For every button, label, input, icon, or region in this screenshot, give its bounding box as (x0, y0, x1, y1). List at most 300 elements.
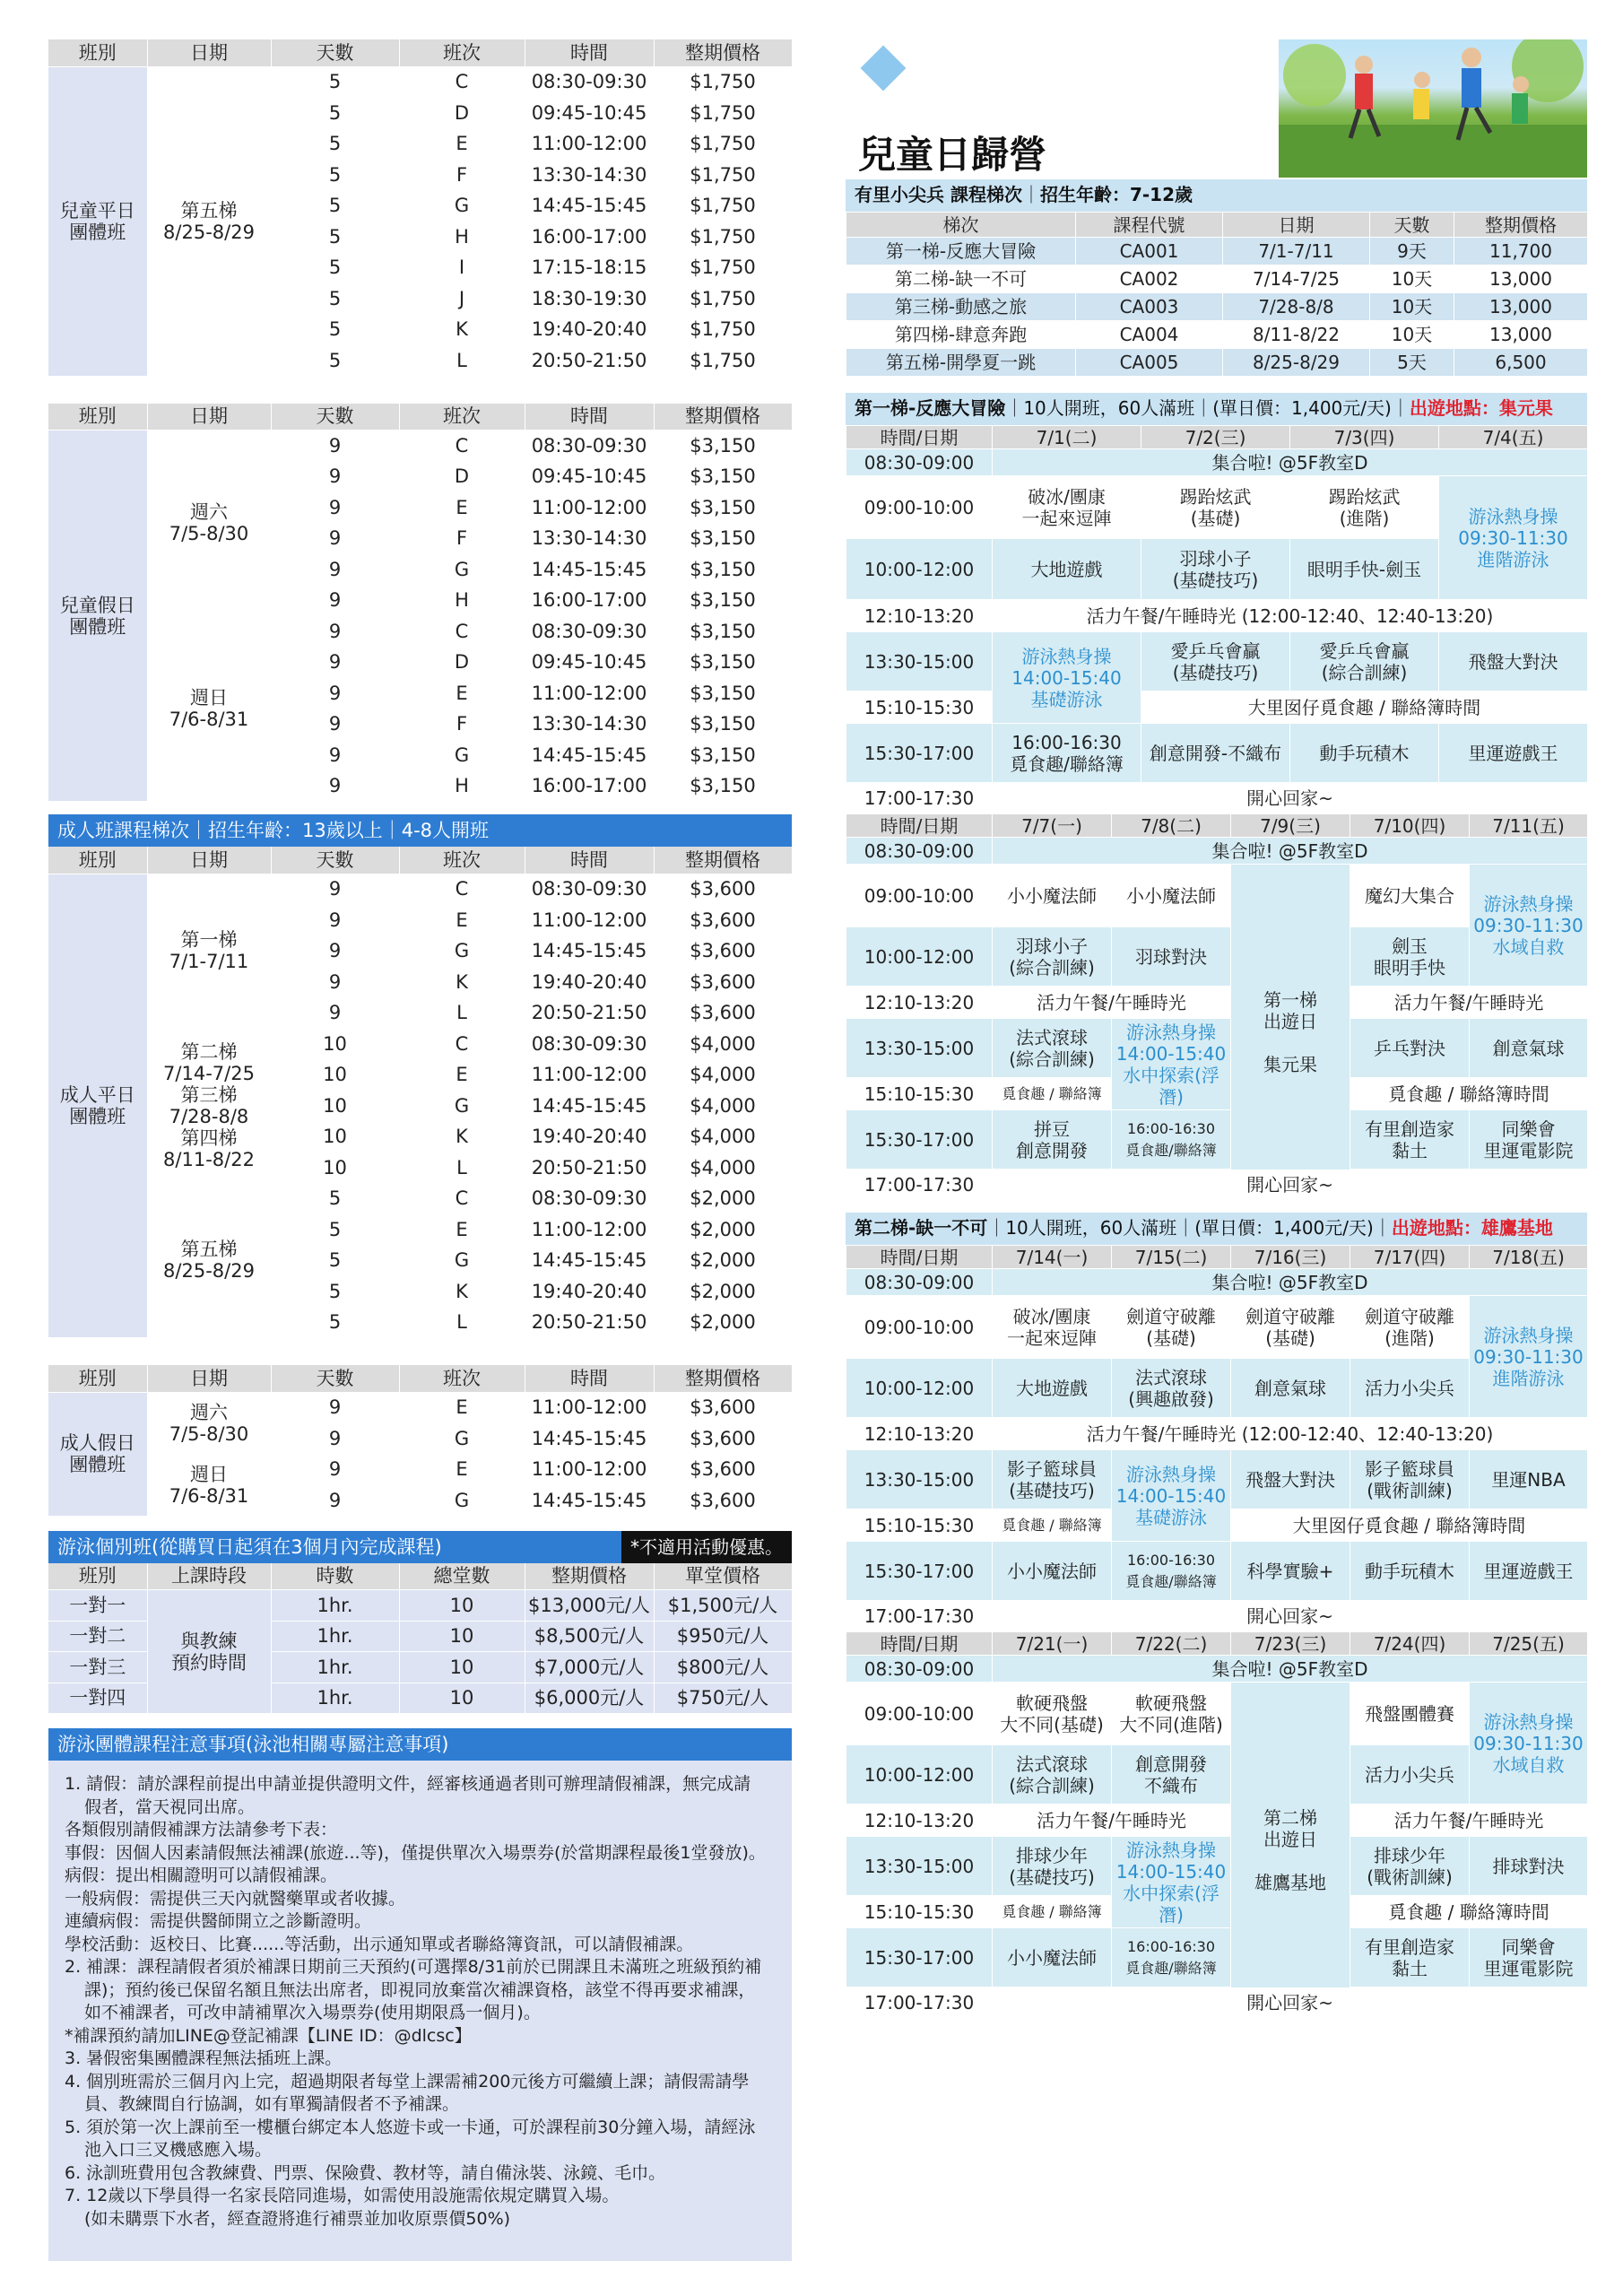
table-cell: $3,150 (654, 647, 792, 678)
activity-cell: 創意開發-不織布 (1141, 724, 1290, 783)
overview-title: 有里小尖兵 課程梯次 (855, 184, 1022, 205)
table-cell: 7/14-7/25 (1223, 265, 1370, 293)
table-cell: 14:45-15:45 (525, 1423, 654, 1455)
gather-cell: 集合啦! @5F教室D (993, 838, 1588, 865)
time-cell: 08:30-09:00 (846, 1269, 993, 1296)
table-cell: 5 (271, 66, 399, 98)
table-cell: 1hr. (271, 1683, 399, 1714)
table-cell: $1,750 (654, 190, 792, 222)
swim-cell: 游泳熱身操 14:00-15:40 水中探索(浮潛) (1112, 1019, 1231, 1110)
table-cell: 08:30-09:30 (525, 1029, 654, 1060)
table-cell: D (399, 647, 525, 678)
table-cell: $3,600 (654, 1423, 792, 1455)
diamond-icon (861, 46, 907, 91)
class-date-label: 第五梯 8/25-8/29 (147, 1183, 271, 1338)
table-cell: $4,000 (654, 1059, 792, 1091)
table-cell: CA003 (1076, 293, 1223, 321)
gather-cell: 集合啦! @5F教室D (993, 449, 1588, 476)
swim-private-title: 游泳個別班(從購買日起須在3個月內完成課程) (57, 1535, 442, 1558)
lunch-cell: 活力午餐/午睡時光 (12:00-12:40、12:40-13:20) (993, 1418, 1588, 1450)
schedule-week (846, 1245, 1588, 1631)
table-cell: 5 (271, 345, 399, 377)
activity-cell: 活力小尖兵 (1350, 1745, 1470, 1805)
column-header: 日期 (147, 39, 271, 66)
table-cell: CA005 (1076, 349, 1223, 377)
table-cell: F (399, 160, 525, 191)
time-cell: 15:10-15:30 (846, 1896, 993, 1928)
table-cell: $950元/人 (654, 1621, 792, 1652)
activity-cell: 有里創造家 黏土 (1350, 1928, 1470, 1987)
table-cell: $4,000 (654, 1091, 792, 1122)
column-header: 7/10(四) (1350, 814, 1470, 838)
table-cell: $1,750 (654, 283, 792, 315)
table-cell: E (399, 678, 525, 709)
time-cell: 15:30-17:00 (846, 724, 993, 783)
session-name: 第一梯-反應大冒險 (855, 397, 1006, 419)
table-cell: C (399, 616, 525, 648)
table-cell: 14:45-15:45 (525, 190, 654, 222)
lunch-cell: 活力午餐/午睡時光 (993, 987, 1231, 1019)
table-cell: 第一梯-反應大冒險 (846, 238, 1076, 265)
table-cell: $2,000 (654, 1183, 792, 1214)
lunch-cell: 活力午餐/午睡時光 (12:00-12:40、12:40-13:20) (993, 600, 1588, 632)
table-cell: $4,000 (654, 1121, 792, 1152)
table-cell: $1,500元/人 (654, 1590, 792, 1622)
swim-cell: 游泳熱身操 09:30-11:30 水域自救 (1470, 865, 1588, 987)
table-cell: 9 (271, 935, 399, 967)
column-header: 總堂數 (399, 1563, 525, 1590)
swim-cell: 游泳熱身操 14:00-15:40 水中探索(浮潛) (1112, 1837, 1231, 1928)
table-cell: $2,000 (654, 1214, 792, 1246)
activity-cell: 破冰/團康 一起來逗陣 (993, 1296, 1112, 1359)
table-cell: 13,000 (1454, 293, 1588, 321)
table-cell: G (399, 1245, 525, 1276)
table-row (48, 616, 792, 648)
time-cell: 15:30-17:00 (846, 1542, 993, 1601)
column-header: 日期 (1223, 213, 1370, 238)
class-group-label: 兒童平日 團體班 (48, 66, 147, 376)
column-header: 班次 (399, 1365, 525, 1392)
activity-cell: 大地遊戲 (993, 539, 1141, 600)
table-cell: $3,600 (654, 874, 792, 905)
table-cell: 5 (271, 1307, 399, 1338)
adult-section-title: 成人班課程梯次｜招生年齡：13歲以上｜4-8人開班 (57, 820, 490, 841)
table-cell: 08:30-09:30 (525, 1183, 654, 1214)
time-cell: 08:30-09:00 (846, 449, 993, 476)
table-cell: 第五梯-開學夏一跳 (846, 349, 1076, 377)
swim-cell: 游泳熱身操 09:30-11:30 進階游泳 (1470, 1296, 1588, 1418)
table-cell: $2,000 (654, 1307, 792, 1338)
table-cell: $3,150 (654, 492, 792, 524)
activity-cell: 科學實驗+ (1231, 1542, 1350, 1601)
table-cell: 8/11-8/22 (1223, 321, 1370, 349)
table-cell: 14:45-15:45 (525, 554, 654, 586)
table-cell: G (399, 1485, 525, 1517)
table-cell: K (399, 1276, 525, 1308)
class-date-label: 週日 7/6-8/31 (147, 616, 271, 802)
table-cell: 11:00-12:00 (525, 492, 654, 524)
table-cell: 10 (271, 1152, 399, 1184)
table-cell: CA002 (1076, 265, 1223, 293)
table-cell: 20:50-21:50 (525, 997, 654, 1029)
table-cell: G (399, 1091, 525, 1122)
class-date-label: 週日 7/6-8/31 (147, 1454, 271, 1516)
table-cell: 20:50-21:50 (525, 1307, 654, 1338)
table-cell: $3,600 (654, 935, 792, 967)
table-cell: 10 (271, 1121, 399, 1152)
notice-item: (如未購票下水者，經查證將進行補票並加收原票價50%) (84, 2208, 511, 2229)
snack-cell: 16:00-16:30 覓食趣/聯絡簿 (1112, 1928, 1231, 1987)
notice-item: 4. 個別班需於三個月內上完，超過期限者每堂上課需補200元後方可繼續上課；請假需請學 (65, 2071, 750, 2092)
table-cell: 第二梯-缺一不可 (846, 265, 1076, 293)
activity-cell: 動手玩積木 (1350, 1542, 1470, 1601)
table-cell: 9 (271, 585, 399, 616)
activity-cell: 里運NBA (1470, 1450, 1588, 1509)
time-cell: 15:30-17:00 (846, 1110, 993, 1170)
column-header: 時間/日期 (846, 426, 993, 449)
time-cell: 15:10-15:30 (846, 1509, 993, 1542)
table-cell: 5 (271, 190, 399, 222)
table-cell: 09:45-10:45 (525, 461, 654, 492)
table-cell: $6,000元/人 (525, 1683, 654, 1714)
notice-item: 5. 須於第一次上課前至一樓櫃台綁定本人悠遊卡或一卡通，可於課程前30分鐘入場，請經泳 (65, 2117, 756, 2137)
swim-cell: 游泳熱身操 14:00-15:40 基礎游泳 (993, 632, 1141, 724)
column-header: 7/11(五) (1470, 814, 1588, 838)
time-cell: 12:10-13:20 (846, 600, 993, 632)
trip-cell: 第一梯 出遊日 集元果 (1231, 865, 1350, 1200)
notice-item: 7. 12歲以下學員得一名家長陪同進場，如需使用設施需依規定購買入場。 (65, 2186, 620, 2205)
table-cell: 9 (271, 1454, 399, 1485)
table-cell: C (399, 874, 525, 905)
table-cell: 13:30-14:30 (525, 523, 654, 554)
table-cell: 9 (271, 770, 399, 802)
activity-cell: 飛盤團體賽 (1350, 1683, 1470, 1745)
home-cell: 開心回家~ (993, 783, 1588, 813)
column-header: 班別 (48, 1563, 147, 1590)
table-cell: 11:00-12:00 (525, 128, 654, 160)
column-header: 7/1(二) (993, 426, 1141, 449)
table-cell: 9 (271, 523, 399, 554)
column-header: 7/8(二) (1112, 814, 1231, 838)
snack-cell: 覓食趣 / 聯絡簿 (993, 1078, 1112, 1110)
column-header: 時間 (525, 39, 654, 66)
time-cell: 10:00-12:00 (846, 1745, 993, 1805)
session1-bar: 第一梯-反應大冒險｜10人開班，60人滿班｜(單日價：1,400元/天)｜出遊地點：集元果 (846, 393, 1587, 425)
class-date-label: 與教練 預約時間 (147, 1590, 271, 1714)
lunch-cell: 活力午餐/午睡時光 (993, 1805, 1231, 1837)
column-header: 7/3(四) (1290, 426, 1439, 449)
notice-item: 池入口三叉機感應入場。 (84, 2140, 273, 2160)
table-cell: 19:40-20:40 (525, 967, 654, 998)
time-cell: 13:30-15:00 (846, 1837, 993, 1896)
trip-location: 出遊地點：雄鷹基地 (1391, 1217, 1553, 1239)
table-cell: $4,000 (654, 1152, 792, 1184)
lunch-cell: 活力午餐/午睡時光 (1350, 1805, 1588, 1837)
activity-cell: 排球對決 (1470, 1837, 1588, 1896)
activity-cell: 劍玉 眼明手快 (1350, 927, 1470, 987)
table-cell: 9 (271, 905, 399, 936)
time-cell: 10:00-12:00 (846, 1359, 993, 1418)
table-cell: $7,000元/人 (525, 1652, 654, 1683)
table-cell: 1hr. (271, 1590, 399, 1622)
snack-cell: 大里囡仔覓食趣 / 聯絡簿時間 (1141, 691, 1588, 724)
column-header: 天數 (271, 1365, 399, 1392)
activity-cell: 創意氣球 (1231, 1359, 1350, 1418)
table-cell: $3,150 (654, 616, 792, 648)
column-header: 日期 (147, 404, 271, 430)
activity-cell: 大地遊戲 (993, 1359, 1112, 1418)
class-date-label: 週六 7/5-8/30 (147, 1392, 271, 1454)
column-header: 天數 (271, 847, 399, 874)
activity-cell: 創意氣球 (1470, 1019, 1588, 1078)
table-cell: $3,150 (654, 554, 792, 586)
column-header: 天數 (271, 39, 399, 66)
notice-item: 連續病假：需提供醫師開立之診斷證明。 (65, 1911, 372, 1931)
table-cell: 13,000 (1454, 265, 1588, 293)
table-cell: $3,600 (654, 1485, 792, 1517)
table-cell: E (399, 492, 525, 524)
table-cell: 10天 (1370, 293, 1454, 321)
column-header: 單堂價格 (654, 1563, 792, 1590)
activity-cell: 有里創造家 黏土 (1350, 1110, 1470, 1170)
table-cell: G (399, 190, 525, 222)
swim-private-bar (48, 1531, 792, 1563)
table-cell: 5 (271, 314, 399, 345)
table-cell: 9 (271, 1423, 399, 1455)
page-title: 兒童日歸營 (858, 133, 1047, 177)
table-cell: E (399, 1392, 525, 1423)
activity-cell: 眼明手快-劍玉 (1290, 539, 1439, 600)
table-row (48, 1454, 792, 1485)
swim-cell: 游泳熱身操 09:30-11:30 水域自救 (1470, 1683, 1588, 1805)
table-cell: C (399, 1183, 525, 1214)
table-row (48, 430, 792, 462)
activity-cell: 小小魔法師 (993, 1928, 1112, 1987)
column-header: 7/21(一) (993, 1632, 1112, 1656)
table-cell: 一對四 (48, 1683, 147, 1714)
notice-title: 游泳團體課程注意事項(泳池相關專屬注意事項) (57, 1734, 449, 1755)
table-cell: 5 (271, 252, 399, 283)
header-area (846, 39, 1587, 179)
table-row (48, 1392, 792, 1423)
table-cell: K (399, 967, 525, 998)
activity-cell: 里運遊戲王 (1470, 1542, 1588, 1601)
column-header: 時間/日期 (846, 814, 993, 838)
time-cell: 13:30-15:00 (846, 1450, 993, 1509)
column-header: 整期價格 (654, 1365, 792, 1392)
time-cell: 17:00-17:30 (846, 783, 993, 813)
table-cell: $750元/人 (654, 1683, 792, 1714)
activity-cell: 劍道守破離 (基礎) (1231, 1296, 1350, 1359)
notice-item: 員、教練間自行協調，如有單獨請假者不予補課。 (84, 2094, 460, 2114)
table-cell: 10天 (1370, 265, 1454, 293)
schedule-week (846, 1631, 1588, 2018)
activity-cell: 法式滾球 (興趣啟發) (1112, 1359, 1231, 1418)
time-cell: 10:00-12:00 (846, 539, 993, 600)
time-cell: 09:00-10:00 (846, 476, 993, 539)
snack-cell: 覓食趣 / 聯絡簿時間 (1350, 1896, 1588, 1928)
time-cell: 13:30-15:00 (846, 632, 993, 691)
table-cell: 19:40-20:40 (525, 314, 654, 345)
table-cell: D (399, 461, 525, 492)
table-cell: $2,000 (654, 1276, 792, 1308)
activity-cell: 同樂會 里運電影院 (1470, 1110, 1588, 1170)
activity-cell: 踢跆炫武 (基礎) (1141, 476, 1290, 539)
table-cell: 09:45-10:45 (525, 647, 654, 678)
table-cell: 10 (271, 1059, 399, 1091)
table-cell: F (399, 709, 525, 740)
table-cell: 14:45-15:45 (525, 1091, 654, 1122)
table-cell: G (399, 935, 525, 967)
column-header: 整期價格 (654, 847, 792, 874)
table-cell: L (399, 1152, 525, 1184)
table-cell: $4,000 (654, 1029, 792, 1060)
column-header: 日期 (147, 847, 271, 874)
adult-weekend-table (48, 1365, 793, 1517)
table-cell: $3,600 (654, 967, 792, 998)
notice-item: 1. 請假：請於課程前提出申請並提供證明文件，經審核通過者則可辦理請假補課，無完成請 (65, 1774, 751, 1794)
column-header: 時間/日期 (846, 1632, 993, 1656)
column-header: 7/14(一) (993, 1246, 1112, 1269)
header-row (48, 404, 792, 430)
table-cell: $1,750 (654, 66, 792, 98)
snack-cell: 覓食趣 / 聯絡簿 (993, 1509, 1112, 1542)
header-row (48, 847, 792, 874)
notice-item: 一般病假：需提供三天內就醫藥單或者收據。 (65, 1888, 406, 1909)
table-cell: E (399, 905, 525, 936)
table-cell: 14:45-15:45 (525, 1485, 654, 1517)
table-cell: 20:50-21:50 (525, 1152, 654, 1184)
activity-cell: 羽球對決 (1112, 927, 1231, 987)
table-row (48, 66, 792, 98)
column-header: 7/25(五) (1470, 1632, 1588, 1656)
column-header: 整期價格 (654, 39, 792, 66)
table-cell: CA004 (1076, 321, 1223, 349)
column-header: 天數 (271, 404, 399, 430)
table-cell: $3,150 (654, 678, 792, 709)
column-header: 7/7(一) (993, 814, 1112, 838)
header-row (48, 1365, 792, 1392)
table-cell: G (399, 554, 525, 586)
table-cell: 14:45-15:45 (525, 935, 654, 967)
table-cell: $1,750 (654, 128, 792, 160)
table-cell: 10 (399, 1621, 525, 1652)
table-cell: F (399, 523, 525, 554)
time-cell: 12:10-13:20 (846, 1418, 993, 1450)
table-cell: 5 (271, 128, 399, 160)
home-cell: 開心回家~ (993, 1601, 1588, 1631)
table-row (846, 293, 1588, 321)
table-cell: 7/1-7/11 (1223, 238, 1370, 265)
session-info: 10人開班，60人滿班 (1023, 397, 1195, 419)
schedule-week (846, 813, 1588, 1200)
table-cell: E (399, 1454, 525, 1485)
notice-item: 各類假別請假補課方法請參考下表： (65, 1820, 338, 1839)
table-row (846, 349, 1588, 377)
header-row (48, 39, 792, 66)
column-header: 上課時段 (147, 1563, 271, 1590)
session-price: (單日價：1,400元/天) (1212, 397, 1392, 419)
notice-item: 3. 暑假密集團體課程無法插班上課。 (65, 2048, 343, 2068)
activity-cell: 軟硬飛盤 大不同(基礎) (993, 1683, 1112, 1745)
home-cell: 開心回家~ (993, 1987, 1588, 2018)
class-group-label: 成人假日 團體班 (48, 1392, 147, 1516)
table-cell: H (399, 585, 525, 616)
table-cell: E (399, 1059, 525, 1091)
table-cell: 13:30-14:30 (525, 160, 654, 191)
table-cell: 9 (271, 740, 399, 771)
activity-cell: 法式滾球 (綜合訓練) (993, 1019, 1112, 1078)
time-cell: 09:00-10:00 (846, 865, 993, 927)
table-cell: 9 (271, 647, 399, 678)
activity-cell: 創意開發 不織布 (1112, 1745, 1231, 1805)
activity-cell: 法式滾球 (綜合訓練) (993, 1745, 1112, 1805)
table-cell: E (399, 128, 525, 160)
table-cell: $1,750 (654, 98, 792, 129)
table-cell: K (399, 314, 525, 345)
table-cell: CA001 (1076, 238, 1223, 265)
class-date-label: 第二梯 7/14-7/25 第三梯 7/28-8/8 第四梯 8/11-8/22 (147, 1029, 271, 1184)
table-cell: 10 (271, 1029, 399, 1060)
table-row (48, 1590, 792, 1622)
table-cell: $2,000 (654, 1245, 792, 1276)
adult-section-bar (48, 814, 792, 847)
table-cell: 9 (271, 430, 399, 462)
time-cell: 15:10-15:30 (846, 691, 993, 724)
kids-running-photo (1279, 39, 1587, 178)
schedule-week (846, 425, 1588, 813)
column-header: 7/4(五) (1439, 426, 1588, 449)
time-cell: 15:10-15:30 (846, 1078, 993, 1110)
table-cell: L (399, 1307, 525, 1338)
notice-item: 如不補課者，可改申請補單次入場票券(使用期限爲一個月)。 (84, 2003, 541, 2022)
notice-item: 病假：提出相關證明可以請假補課。 (65, 1866, 338, 1885)
table-cell: 5 (271, 283, 399, 315)
table-cell: 08:30-09:30 (525, 430, 654, 462)
table-cell: C (399, 1029, 525, 1060)
table-cell: 11:00-12:00 (525, 1454, 654, 1485)
table-cell: $8,500元/人 (525, 1621, 654, 1652)
header-row (48, 1563, 792, 1590)
table-cell: K (399, 1121, 525, 1152)
activity-cell: 愛乒乓會贏 (基礎技巧) (1141, 632, 1290, 691)
class-date-label: 第五梯 8/25-8/29 (147, 66, 271, 376)
class-group-label: 成人平日 團體班 (48, 874, 147, 1338)
table-cell: H (399, 770, 525, 802)
activity-cell: 飛盤大對決 (1231, 1450, 1350, 1509)
table-row (846, 265, 1588, 293)
column-header: 7/17(四) (1350, 1246, 1470, 1269)
table-cell: 5 (271, 160, 399, 191)
activity-cell: 里運遊戲王 (1439, 724, 1588, 783)
activity-cell: 愛乒乓會贏 (綜合訓練) (1290, 632, 1439, 691)
table-cell: 9 (271, 1485, 399, 1517)
column-header: 7/9(三) (1231, 814, 1350, 838)
activity-cell: 排球少年 (基礎技巧) (993, 1837, 1112, 1896)
table-cell: 11:00-12:00 (525, 1214, 654, 1246)
notice-list (48, 1761, 792, 2261)
table-row (846, 238, 1588, 265)
table-cell: 17:15-18:15 (525, 252, 654, 283)
column-header: 整期價格 (1454, 213, 1588, 238)
column-header: 時數 (271, 1563, 399, 1590)
activity-cell: 影子籃球員 (戰術訓練) (1350, 1450, 1470, 1509)
table-cell: 5 (271, 1183, 399, 1214)
table-cell: 一對三 (48, 1652, 147, 1683)
table-cell: E (399, 1214, 525, 1246)
trip-location: 出遊地點：集元果 (1409, 397, 1553, 419)
child-weekend-table (48, 404, 793, 803)
